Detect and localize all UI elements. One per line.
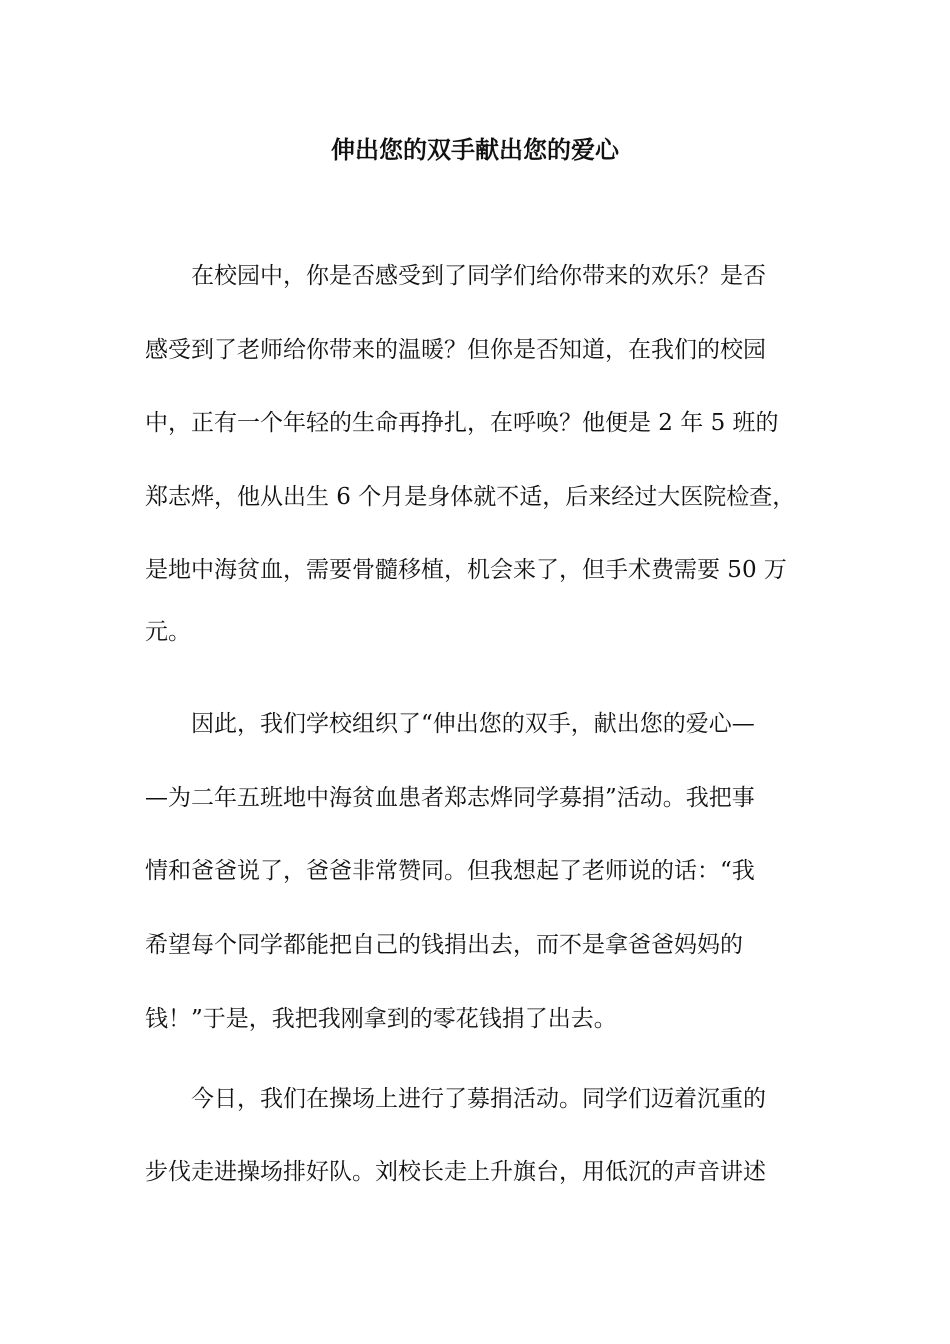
text-line: 是地中海贫血，需要骨髓移植，机会来了，但手术费需要 50 万 bbox=[145, 557, 787, 583]
text-line: 中，正有一个年轻的生命再挣扎，在呼唤？他便是 2 年 5 班的 bbox=[145, 410, 779, 436]
text-line: 感受到了老师给你带来的温暖？但你是否知道，在我们的校园 bbox=[145, 337, 766, 363]
text-line: 步伐走进操场排好队。刘校长走上升旗台，用低沉的声音讲述 bbox=[145, 1159, 766, 1185]
text-line: 元。 bbox=[145, 619, 191, 645]
text-line: —为二年五班地中海贫血患者郑志烨同学募捐”活动。我把事 bbox=[145, 785, 755, 811]
text-line: 钱！”于是，我把我刚拿到的零花钱捐了出去。 bbox=[145, 1006, 617, 1032]
text-line: 今日，我们在操场上进行了募捐活动。同学们迈着沉重的 bbox=[145, 1086, 766, 1112]
text-line: 郑志烨，他从出生 6 个月是身体就不适，后来经过大医院检查， bbox=[145, 484, 796, 510]
text-line: 因此，我们学校组织了“伸出您的双手，献出您的爱心— bbox=[145, 711, 755, 737]
text-line: 情和爸爸说了，爸爸非常赞同。但我想起了老师说的话：“我 bbox=[145, 858, 755, 884]
document-title: 伸出您的双手献出您的爱心 bbox=[331, 136, 619, 164]
text-line: 在校园中，你是否感受到了同学们给你带来的欢乐？是否 bbox=[145, 263, 766, 289]
text-line: 希望每个同学都能把自己的钱捐出去，而不是拿爸爸妈妈的 bbox=[145, 932, 743, 958]
